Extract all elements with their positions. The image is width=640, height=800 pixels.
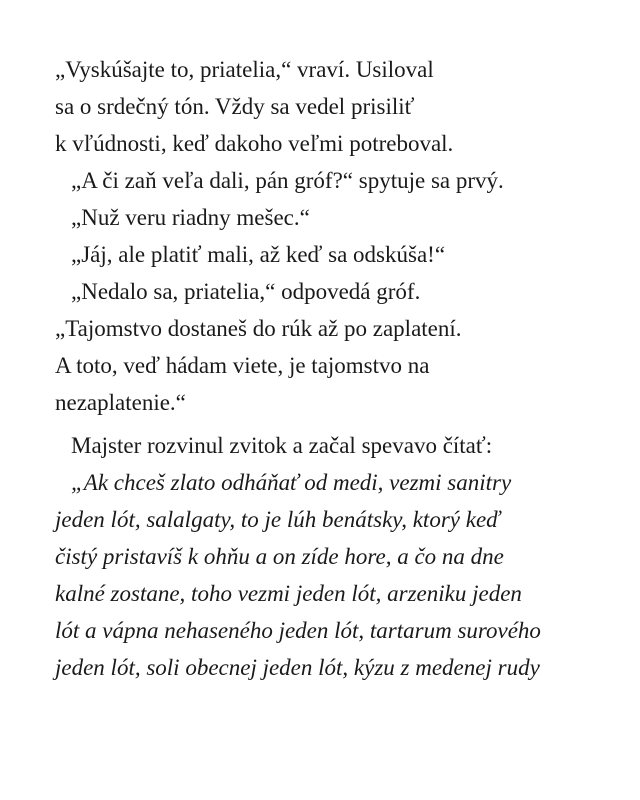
quote-line: lót a vápna nehaseného jeden lót, tartarum surového — [55, 618, 541, 643]
text-line: „A či zaň veľa dali, pán gróf?“ spytuje sa prvý. — [71, 168, 504, 193]
text-line: „Jáj, ale platiť mali, až keď sa odskúša!“ — [71, 242, 446, 267]
text-line: „Nedalo sa, priatelia,“ odpovedá gróf. — [71, 279, 421, 304]
text-line: „Nuž veru riadny mešec.“ — [71, 205, 310, 230]
quote-line: čistý pristavíš k ohňu a on zíde hore, a čo na dne — [55, 544, 504, 569]
text-line: k vľúdnosti, keď dakoho veľmi potreboval. — [55, 131, 454, 156]
quote-line: kalné zostane, toho vezmi jeden lót, arzeniku jeden — [55, 581, 522, 606]
quote-line: jeden lót, soli obecnej jeden lót, kýzu z medenej rudy — [55, 655, 540, 680]
text-line: A toto, veď hádam viete, je tajomstvo na — [55, 353, 430, 378]
text-line: sa o srdečný tón. Vždy sa vedel prisiliť — [55, 94, 415, 119]
text-line: „Vyskúšajte to, priatelia,“ vraví. Usiloval — [55, 57, 434, 82]
quote-line: „Ak chceš zlato odháňať od medi, vezmi sanitry — [71, 470, 512, 495]
quote-line: jeden lót, salalgaty, to je lúh benátsky, ktorý keď — [55, 507, 501, 532]
text-line: Majster rozvinul zvitok a začal spevavo čítať: — [71, 433, 493, 458]
text-line: nezaplatenie.“ — [55, 390, 186, 415]
text-line: „Tajomstvo dostaneš do rúk až po zaplatení. — [55, 316, 462, 341]
